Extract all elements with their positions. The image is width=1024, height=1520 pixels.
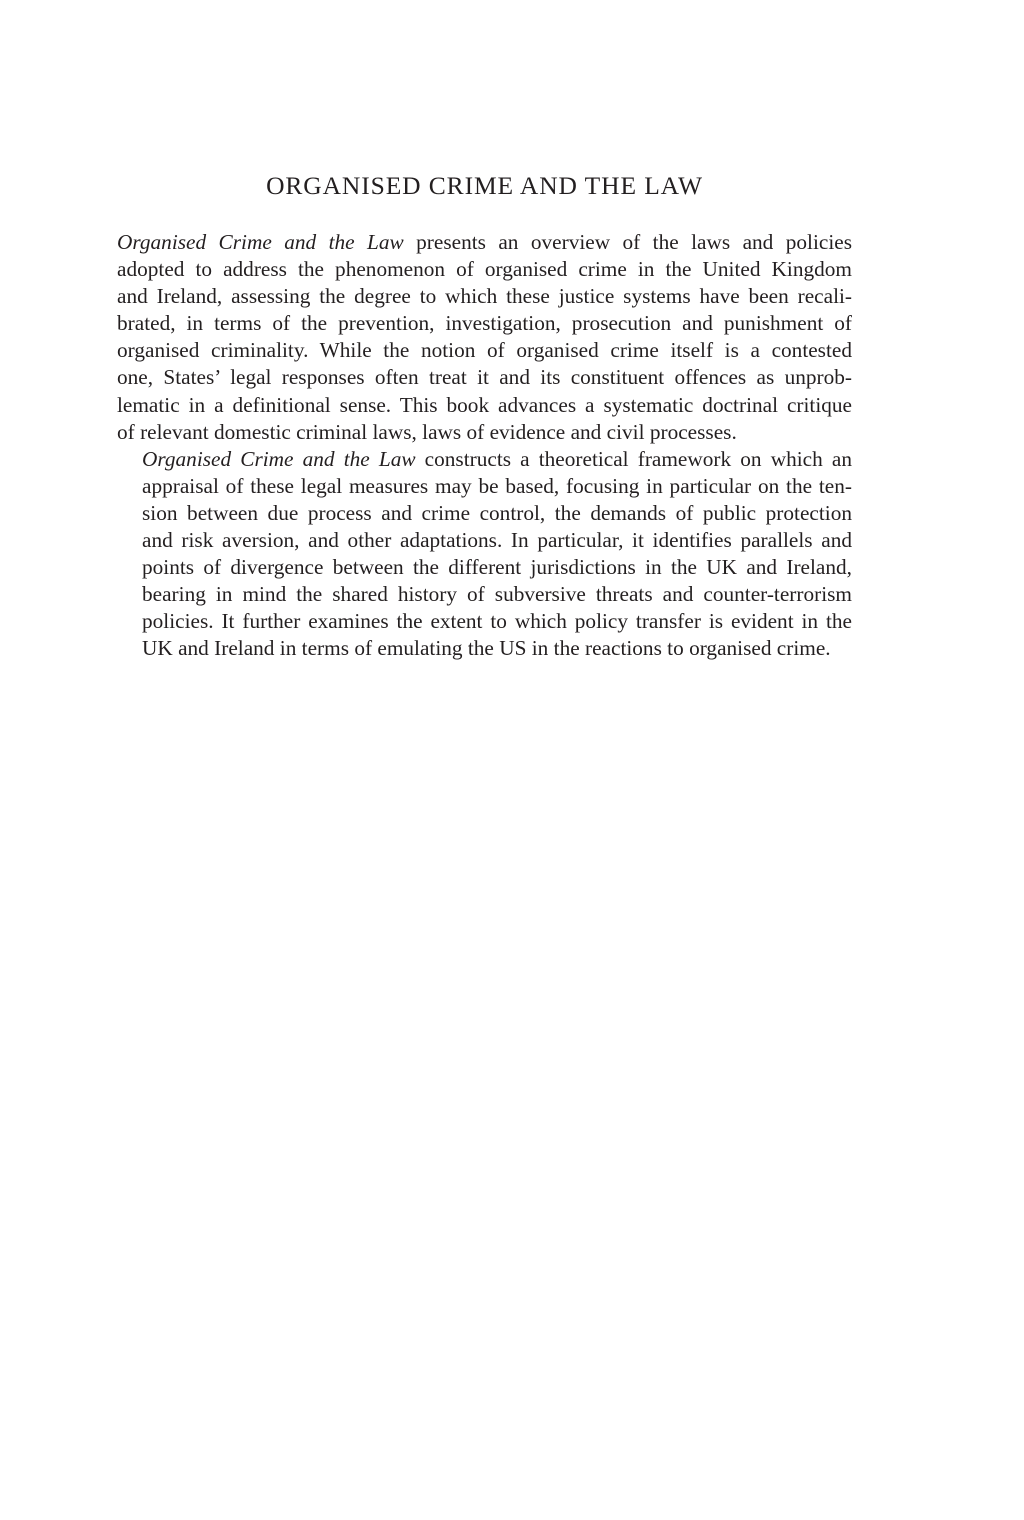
paragraph-1-line-1 bbox=[117, 229, 852, 256]
paragraph-1-line-3: and Ireland, assessing the degree to which these justice systems have been recali- bbox=[117, 284, 852, 309]
paragraph-2-line-2: appraisal of these legal measures may be based, focusing in particular on the ten- bbox=[142, 473, 852, 498]
paragraph-1-line-5: organised criminality. While the notion of organised crime itself is a contested bbox=[117, 338, 852, 363]
abstract-body bbox=[117, 229, 852, 663]
paragraph-2-line-1 bbox=[117, 446, 852, 473]
paragraph-2-line-1-text: constructs a theoretical framework on which an bbox=[415, 446, 852, 471]
page-title: ORGANISED CRIME AND THE LAW bbox=[266, 171, 703, 200]
paragraph-1-line-1-text: presents an overview of the laws and policies bbox=[403, 230, 852, 254]
paragraph-2-line-4: and risk aversion, and other adaptations. In particular, it identifies parallels and bbox=[142, 528, 852, 553]
paragraph-2-line-7: policies. It further examines the extent to which policy transfer is evident in the bbox=[142, 609, 852, 634]
paragraph-2-line-6: bearing in mind the shared history of subversive threats and counter-terrorism bbox=[142, 582, 852, 607]
paragraph-1-line-8: of relevant domestic criminal laws, laws of evidence and civil processes. bbox=[117, 419, 737, 444]
paragraph-2-line-8: UK and Ireland in terms of emulating the US in the reactions to organised crime. bbox=[142, 636, 831, 661]
paragraph-1-line-7: lematic in a definitional sense. This book advances a systematic doctrinal critique bbox=[117, 392, 852, 417]
paragraph-2-line-5: points of divergence between the different jurisdictions in the UK and Ireland, bbox=[142, 555, 852, 580]
paragraph-1-line-6: one, States’ legal responses often treat it and its constituent offences as unprob- bbox=[117, 365, 852, 390]
book-title-italic-2: Organised Crime and the Law bbox=[142, 446, 416, 471]
paragraph-2-line-3: sion between due process and crime control, the demands of public protection bbox=[142, 500, 852, 525]
abstract-paragraph-2 bbox=[117, 446, 852, 663]
abstract-paragraph-1 bbox=[117, 229, 852, 446]
paragraph-1-line-4: brated, in terms of the prevention, investigation, prosecution and punishment of bbox=[117, 311, 852, 336]
paragraph-1-line-2: adopted to address the phenomenon of organised crime in the United Kingdom bbox=[117, 257, 852, 282]
book-title-italic: Organised Crime and the Law bbox=[117, 230, 404, 254]
